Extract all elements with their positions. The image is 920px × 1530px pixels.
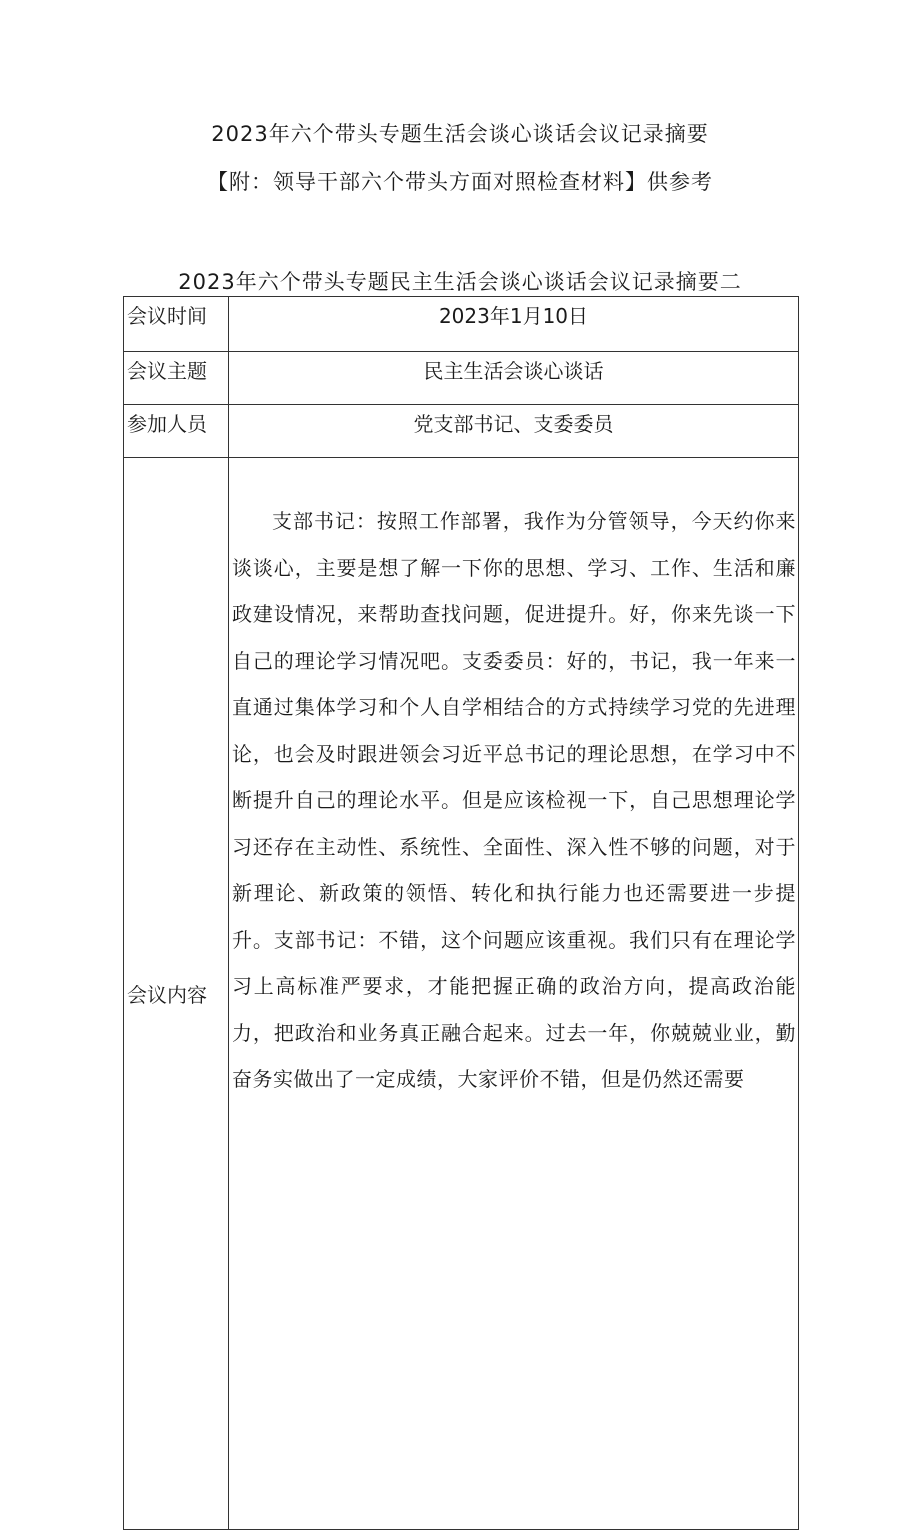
document-subtitle: 【附：领导干部六个带头方面对照检查材料】供参考 xyxy=(207,170,713,194)
meeting-content-cell xyxy=(229,458,799,1530)
meeting-record-table xyxy=(123,296,799,1530)
meeting-topic-value: 民主生活会谈心谈话 xyxy=(229,352,799,405)
document-title: 2023年六个带头专题生活会谈心谈话会议记录摘要 xyxy=(211,122,709,146)
table-row xyxy=(124,458,799,1530)
meeting-time-value: 2023年1月10日 xyxy=(229,297,799,352)
table-row xyxy=(124,352,799,405)
meeting-topic-label: 会议主题 xyxy=(124,352,229,405)
meeting-time-label: 会议时间 xyxy=(124,297,229,352)
table-row xyxy=(124,405,799,458)
participants-label: 参加人员 xyxy=(124,405,229,458)
participants-value: 党支部书记、支委委员 xyxy=(229,405,799,458)
table-row xyxy=(124,297,799,352)
table-caption: 2023年六个带头专题民主生活会谈心谈话会议记录摘要二 xyxy=(178,270,742,294)
meeting-content-text: 支部书记：按照工作部署，我作为分管领导，今天约你来谈谈心，主要是想了解一下你的思想、学习、工作、生活和廉政建设情况，来帮助查找问题，促进提升。好，你来先谈一下自己的理论学习情况吧。支委委员：好的，书记，我一年来一直通过集体学习和个人自学相结合的方式持续学习党的先进理论，也会及时跟进领会习近平总书记的理论思想，在学习中不断提升自己的理论水平。但是应该检视一下，自己思想理论学习还存在主动性、系统性、全面性、深入性不够的问题，对于新理论、新政策的领悟、转化和执行能力也还需要进一步提升。支部书记：不错，这个问题应该重视。我们只有在理论学习上高标准严要求，才能把握正确的政治方向，提高政治能力，把政治和业务真正融合起来。过去一年，你兢兢业业，勤奋务实做出了一定成绩，大家评价不错，但是仍然还需要 xyxy=(232,509,796,1091)
meeting-content-label: 会议内容 xyxy=(124,458,229,1530)
